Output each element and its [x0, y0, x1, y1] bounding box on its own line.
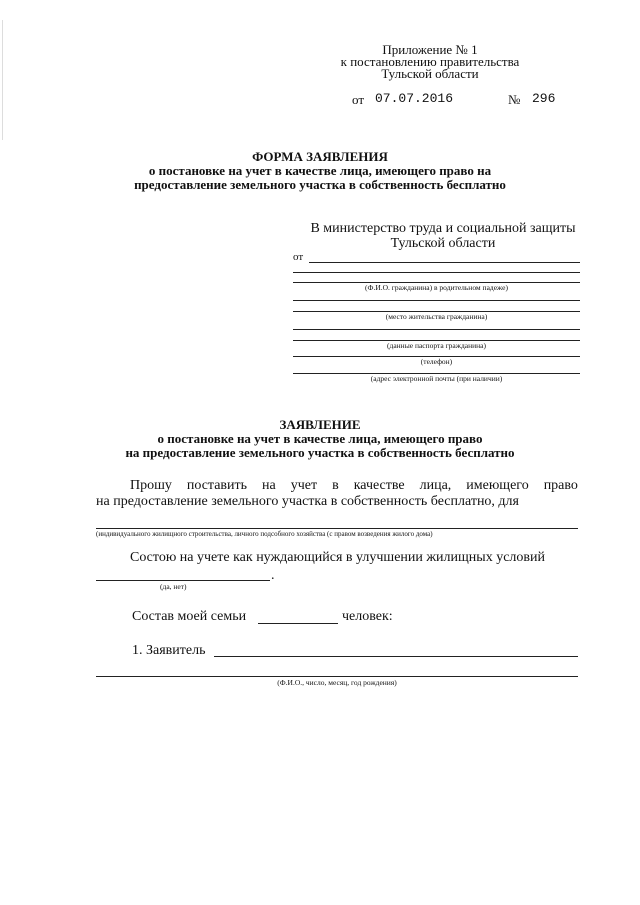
fio-field-line-2[interactable] — [293, 272, 580, 273]
caption-passport: (данные паспорта гражданина) — [387, 341, 486, 350]
form-title: ФОРМА ЗАЯВЛЕНИЯ — [252, 149, 388, 164]
caption-residence: (место жительства гражданина) — [385, 312, 488, 321]
caption-purpose: (индивидуального жилищного строительства, личного подсобного хозяйства (с правом возведения жилого дома) — [96, 530, 433, 538]
family-label: Состав моей семьи — [132, 609, 247, 624]
from-field-line[interactable] — [309, 262, 580, 263]
caption-applicant: (Ф.И.О., число, месяц, год рождения) — [277, 678, 397, 687]
date-prefix: от — [352, 92, 365, 107]
residence-field-line-1[interactable] — [293, 300, 580, 301]
appendix-region: Тульской области — [381, 66, 479, 81]
request-line-1 — [130, 478, 578, 494]
caption-fio: (Ф.И.О. гражданина) в родительном падеже) — [365, 283, 508, 292]
decree-number: 296 — [532, 91, 556, 106]
applicant-label: 1. Заявитель — [132, 643, 206, 658]
applicant-field-line-2[interactable] — [96, 676, 578, 677]
family-suffix: человек: — [342, 609, 393, 624]
request-word: учет — [290, 478, 318, 493]
request-word: поставить — [186, 478, 248, 493]
number-prefix: № — [508, 92, 521, 107]
applicant-field-line-1[interactable] — [214, 656, 578, 657]
caption-phone: (телефон) — [420, 357, 453, 366]
family-count-field[interactable] — [258, 623, 338, 624]
passport-field-line-1[interactable] — [293, 329, 580, 330]
scan-margin-line — [2, 20, 3, 140]
statement-line1: о постановке на учет в качестве лица, имеющего право — [157, 431, 483, 446]
request-word: на — [262, 478, 276, 493]
request-word: лица, — [419, 478, 452, 493]
request-word: имеющего — [466, 478, 529, 493]
decree-date: 07.07.2016 — [375, 91, 454, 106]
statement-title: ЗАЯВЛЕНИЕ — [279, 417, 361, 432]
addressee-region: Тульской области — [390, 236, 496, 251]
housing-period: . — [271, 568, 275, 583]
statement-line2: на предоставление земельного участка в собственность бесплатно — [125, 445, 515, 460]
appendix-number: Приложение № 1 — [382, 42, 478, 57]
caption-email: (адрес электронной почты (при наличии) — [370, 374, 503, 383]
request-word: в — [332, 478, 339, 493]
yesno-field-line[interactable] — [96, 580, 270, 581]
from-label: от — [293, 251, 304, 263]
caption-yesno: (да, нет) — [160, 582, 187, 591]
request-word: право — [543, 478, 578, 493]
purpose-field-line[interactable] — [96, 528, 578, 529]
request-word: Прошу — [130, 478, 172, 493]
appendix-decree: к постановлению правительства — [340, 54, 520, 69]
addressee-ministry: В министерство труда и социальной защиты — [310, 221, 576, 236]
request-line-2: на предоставление земельного участка в собственность бесплатно, для — [96, 494, 519, 509]
form-title-line1: о постановке на учет в качестве лица, имеющего право на — [148, 163, 492, 178]
housing-queue-text: Состою на учете как нуждающийся в улучшении жилищных условий — [130, 550, 545, 565]
request-word: качестве — [353, 478, 405, 493]
form-title-line2: предоставление земельного участка в собственность бесплатно — [134, 177, 506, 192]
